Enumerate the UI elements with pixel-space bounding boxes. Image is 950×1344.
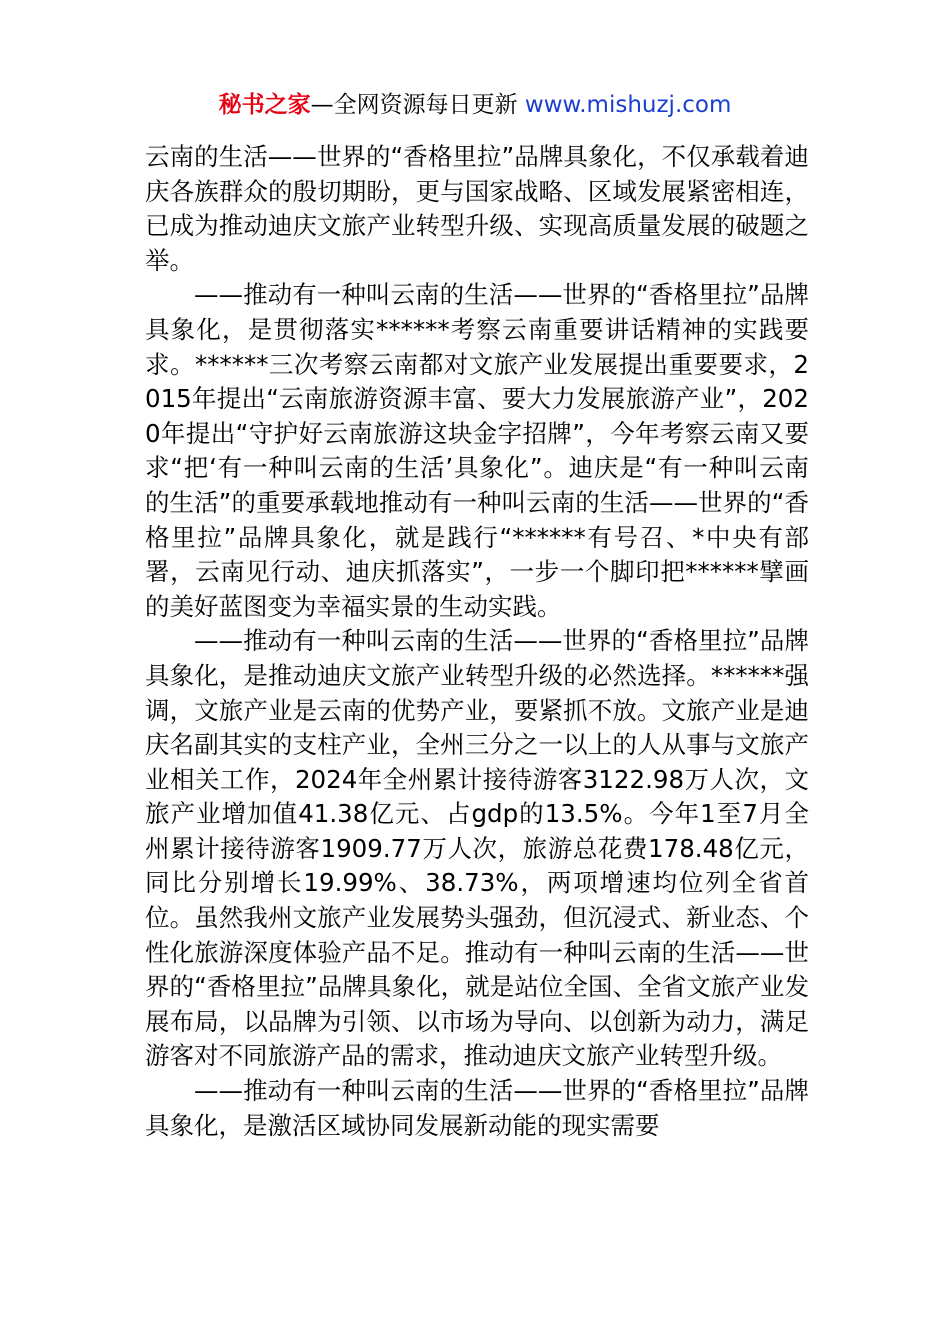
site-url-link[interactable]: www.mishuzj.com — [524, 92, 732, 118]
site-tagline: —全网资源每日更新 — [310, 92, 525, 118]
paragraph-1: 云南的生活——世界的“香格里拉”品牌具象化，不仅承载着迪庆各族群众的殷切期盼，更与国家战略、区域发展紧密相连，已成为推动迪庆文旅产业转型升级、实现高质量发展的破题之举。 — [145, 142, 809, 275]
site-brand: 秘书之家 — [218, 92, 311, 118]
paragraph-4: ——推动有一种叫云南的生活——世界的“香格里拉”品牌具象化，是激活区域协同发展新动能的现实需要 — [145, 1076, 809, 1140]
site-header — [0, 88, 950, 122]
article-body — [145, 140, 809, 1143]
paragraph-2: ——推动有一种叫云南的生活——世界的“香格里拉”品牌具象化，是贯彻落实******考察云南重要讲话精神的实践要求。******三次考察云南都对文旅产业发展提出重要要求，2015年提出“云南旅游资源丰富、要大力发展旅游产业”，2020年提出“守护好云南旅游这块金字招牌”，今年考察云南又要求“把‘有一种叫云南的生活’具象化”。迪庆是“有一种叫云南的生活”的重要承载地推动有一种叫云南的生活——世界的“香格里拉”品牌具象化，就是践行“******有号召、*中央有部署，云南见行动、迪庆抓落实”，一步一个脚印把******擘画的美好蓝图变为幸福实景的生动实践。 — [145, 280, 809, 621]
paragraph-3: ——推动有一种叫云南的生活——世界的“香格里拉”品牌具象化，是推动迪庆文旅产业转型升级的必然选择。******强调，文旅产业是云南的优势产业，要紧抓不放。文旅产业是迪庆名副其实的支柱产业，全州三分之一以上的人从事与文旅产业相关工作，2024年全州累计接待游客3122.98万人次，文旅产业增加值41.38亿元、占gdp的13.5%。今年1至7月全州累计接待游客1909.77万人次，旅游总花费178.48亿元，同比分别增长19.99%、38.73%，两项增速均位列全省首位。虽然我州文旅产业发展势头强劲，但沉浸式、新业态、个性化旅游深度体验产品不足。推动有一种叫云南的生活——世界的“香格里拉”品牌具象化，就是站位全国、全省文旅产业发展布局，以品牌为引领、以市场为导向、以创新为动力，满足游客对不同旅游产品的需求，推动迪庆文旅产业转型升级。 — [145, 626, 809, 1071]
